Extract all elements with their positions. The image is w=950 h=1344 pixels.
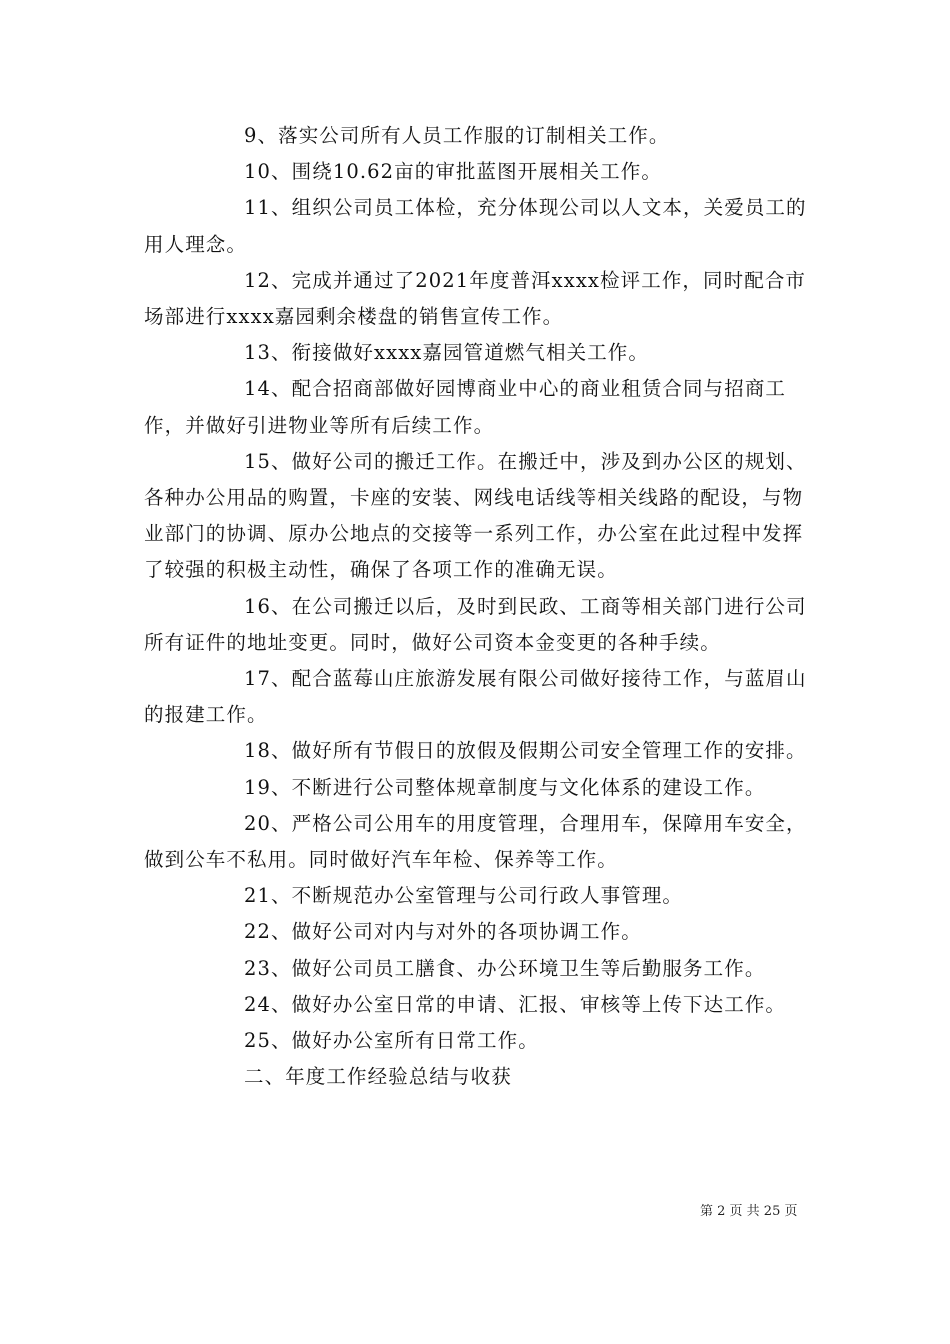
paragraph-item-19: 19、不断进行公司整体规章制度与文化体系的建设工作。 bbox=[244, 775, 766, 799]
paragraph-item-9: 9、落实公司所有人员工作服的订制相关工作。 bbox=[244, 124, 670, 147]
paragraph-item-15: 15、做好公司的搬迁工作。在搬迁中，涉及到办公区的规划、各种办公用品的购置，卡座的安装、网线电话线等相关线路的配设，与物业部门的协调、原办公地点的交接等一系列工作，办公室在此过程中发挥了较强的积极主动性，确保了各项工作的准确无误。 bbox=[144, 449, 807, 582]
paragraph-item-12: 12、完成并通过了2021年度普洱xxxx检评工作，同时配合市场部进行xxxx嘉园剩余楼盘的销售宣传工作。 bbox=[144, 268, 807, 329]
paragraph-item-13: 13、衔接做好xxxx嘉园管道燃气相关工作。 bbox=[244, 341, 650, 365]
paragraph-item-25: 25、做好办公室所有日常工作。 bbox=[244, 1029, 539, 1053]
paragraph-item-20: 20、严格公司公用车的用度管理，合理用车，保障用车安全，做到公车不私用。同时做好汽车年检、保养等工作。 bbox=[144, 811, 807, 872]
paragraph-item-24: 24、做好办公室日常的申请、汇报、审核等上传下达工作。 bbox=[244, 992, 787, 1016]
section-heading: 二、年度工作经验总结与收获 bbox=[244, 1065, 512, 1089]
paragraph-item-14: 14、配合招商部做好园博商业中心的商业租赁合同与招商工作，并做好引进物业等所有后续工作。 bbox=[144, 377, 787, 437]
paragraph-item-10: 10、围绕10.62亩的审批蓝图开展相关工作。 bbox=[244, 160, 662, 184]
paragraph-item-17: 17、配合蓝莓山庄旅游发展有限公司做好接待工作，与蓝眉山的报建工作。 bbox=[144, 667, 807, 727]
paragraph-item-22: 22、做好公司对内与对外的各项协调工作。 bbox=[244, 920, 642, 944]
paragraph-item-23: 23、做好公司员工膳食、办公环境卫生等后勤服务工作。 bbox=[244, 956, 766, 980]
document-body bbox=[144, 118, 814, 1095]
page-number-footer: 第 2 页 共 25 页 bbox=[700, 1204, 798, 1219]
paragraph-item-18: 18、做好所有节假日的放假及假期公司安全管理工作的安排。 bbox=[244, 739, 807, 763]
paragraph-item-16: 16、在公司搬迁以后，及时到民政、工商等相关部门进行公司所有证件的地址变更。同时，做好公司资本金变更的各种手续。 bbox=[144, 594, 807, 654]
paragraph-item-21: 21、不断规范办公室管理与公司行政人事管理。 bbox=[244, 884, 684, 908]
paragraph-item-11: 11、组织公司员工体检，充分体现公司以人文本，关爱员工的用人理念。 bbox=[144, 196, 807, 256]
